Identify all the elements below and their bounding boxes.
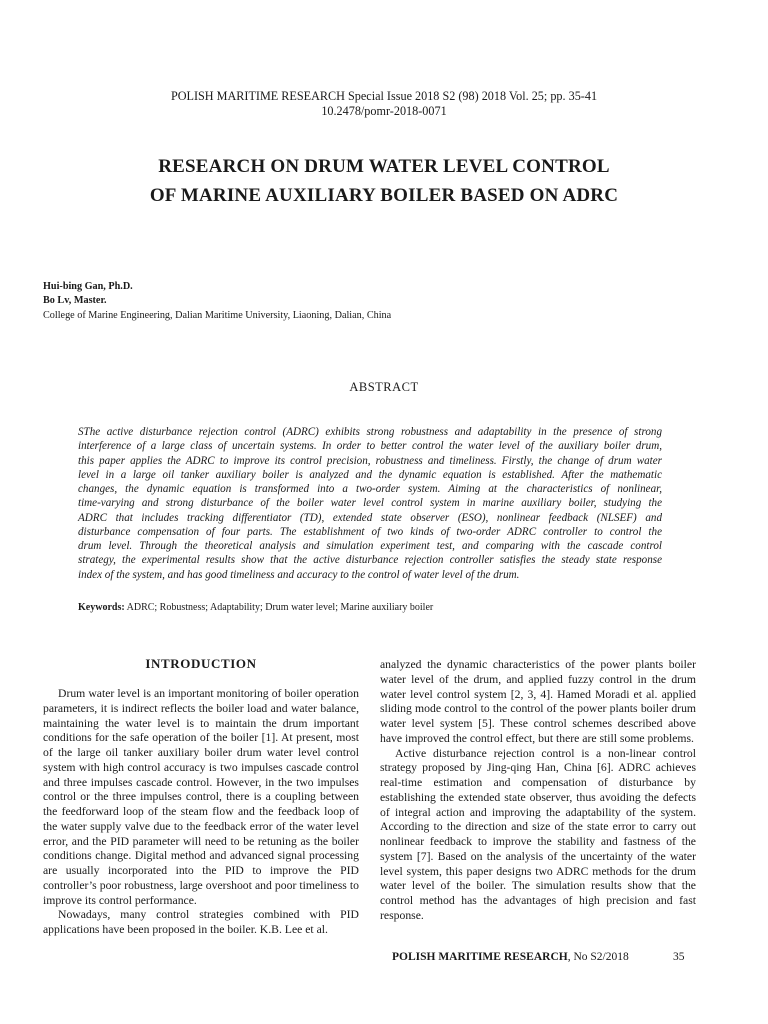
- introduction-heading: INTRODUCTION: [145, 656, 257, 671]
- footer-journal-name: POLISH MARITIME RESEARCH: [392, 951, 568, 963]
- keywords: [78, 601, 433, 615]
- abstract-line: level in a large oil tanker auxiliary boiler is analyzed and the dynamic equation is established. After the mathematic: [78, 468, 662, 481]
- abstract-heading: ABSTRACT: [349, 380, 419, 394]
- paragraph: Active disturbance rejection control is a non-linear control strategy proposed by Jing-qing Han, China [6]. ADRC achieves real-time estimation and compensation of disturbance by establishing the extended state observer, thus avoiding the defects of integral action and improving the adaptability of the system. According to the direction and size of the state error to carry out nonlinear feedback to improve the stability and fastness of the system [7]. Based on the analysis of the uncertainty of the water level system, this paper designs two ADRC methods for the drum water level of the boiler. The simulation results show that the control method has the advantages of high precision and fast response.: [380, 746, 696, 922]
- abstract-line: disturbance compensation of four parts. The establishment of two kinds of two-order ADRC controller to control the: [78, 525, 662, 538]
- doi: 10.2478/pomr-2018-0071: [321, 104, 447, 118]
- paragraph: analyzed the dynamic characteristics of the power plants boiler water level of the drum, and applied fuzzy control in the drum water level control system [2, 3, 4]. Hamed Moradi et al. applied sliding mode control to the control of the power plants boiler drum water level system [5]. These control schemes described above have improved the control effect, but there are still some problems.: [380, 658, 696, 745]
- author-1: Hui-bing Gan, Ph.D.: [43, 281, 133, 292]
- journal-citation: POLISH MARITIME RESEARCH Special Issue 2018 S2 (98) 2018 Vol. 25; pp. 35-41: [170, 89, 598, 103]
- right-column: [380, 658, 696, 924]
- abstract-body: [78, 425, 662, 582]
- paper-title-line-2: OF MARINE AUXILIARY BOILER BASED ON ADRC: [149, 185, 619, 206]
- footer-issue: , No S2/2018: [567, 951, 629, 963]
- author-2: Bo Lv, Master.: [43, 295, 107, 306]
- page-number: 35: [673, 951, 685, 963]
- abstract-line: ADRC that includes tracking differentiator (TD), extended state observer (ESO), nonlinear feedback (NLSEF) and: [78, 511, 662, 524]
- left-column: [43, 687, 359, 938]
- abstract-line: interference of a large class of uncertain systems. In order to better control the water level of the auxiliary boiler drum,: [78, 440, 662, 453]
- footer-journal: [392, 951, 629, 963]
- abstract-line: this paper applies the ADRC to improve its control precision, robustness and timeliness. Firstly, the change of drum water: [78, 454, 662, 467]
- keywords-label: Keywords:: [78, 602, 125, 613]
- affiliation: College of Marine Engineering, Dalian Maritime University, Liaoning, Dalian, China: [43, 310, 392, 321]
- abstract-line: drum level. Through the theoretical analysis and simulation experiment test, and comparing with the cascade control: [78, 540, 662, 552]
- abstract-line: time-varying and strong disturbance of the boiler water level control system in marine auxiliary boiler, studying the: [78, 497, 662, 510]
- keywords-list: ADRC; Robustness; Adaptability; Drum water level; Marine auxiliary boiler: [124, 602, 434, 613]
- paper-title-line-1: RESEARCH ON DRUM WATER LEVEL CONTROL: [158, 156, 610, 177]
- abstract-line: index of the system, and has good timeliness and accuracy to the control of water level of the drum.: [78, 568, 520, 581]
- abstract-line: SThe active disturbance rejection control (ADRC) exhibits strong robustness and adaptability in the presence of strong: [78, 426, 662, 438]
- abstract-line: strategy, the experimental results show that the active disturbance rejection controller satisfies the steady state response: [78, 554, 662, 567]
- abstract-line: changes, the dynamic equation is transformed into a two-order system. Aiming at the characteristics of nonlinear,: [78, 483, 662, 495]
- paragraph: Nowadays, many control strategies combined with PID applications have been proposed in the boiler. K.B. Lee et al.: [43, 908, 359, 936]
- paragraph: Drum water level is an important monitoring of boiler operation parameters, it is indirect reflects the boiler load and water balance, maintaining the water level is to maintain the drum important conditions for the safe operation of the boiler [1]. At present, most of the large oil tanker auxiliary boiler drum water level control system with high control accuracy is two impulses cascade control and three impulses cascade control. However, in the two impulses control or the three impulses control, there is a coupling between the feedforward loop of the steam flow and the feedback loop of the water supply valve due to the feedback error of the water level error, and the PID parameter will need to be retuning as the boiler conditions change. Digital method and advanced signal processing are usually incorporated into the PID to improve the PID controller’s poor robustness, large overshoot and poor timeliness to improve its control performance.: [43, 687, 359, 907]
